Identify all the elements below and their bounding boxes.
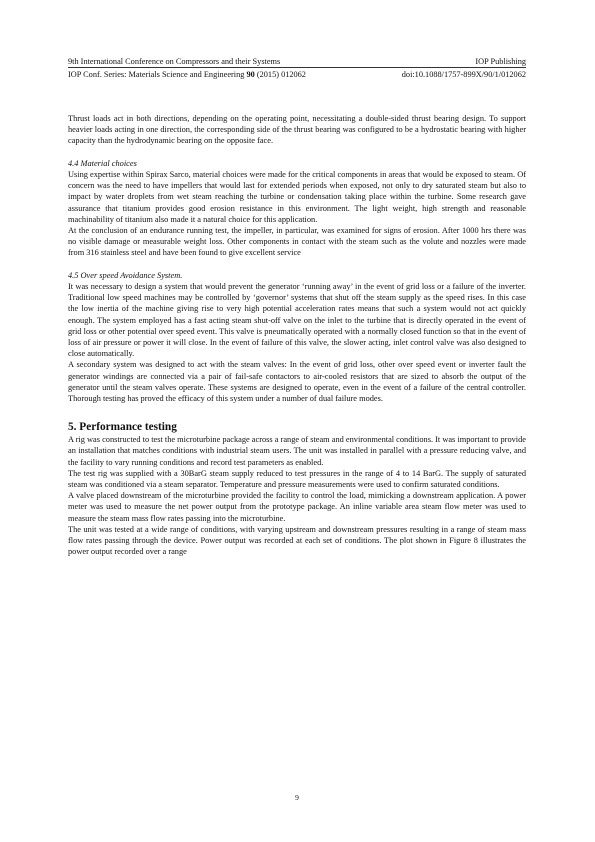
section-heading-performance: 5. Performance testing	[68, 421, 177, 434]
paper-page	[68, 0, 526, 842]
paragraph-performance-2: The test rig was supplied with a 30BarG steam supply reduced to test pressures in the range of 4 to 14 BarG. The supply of saturated steam was conditioned via a steam separator. Temperature and pressure measurements were used to confirm saturated conditions.	[68, 468, 526, 490]
paragraph-overspeed-1: It was necessary to design a system that would prevent the generator ‘running away’ in the event of grid loss or a failure of the inverter. Traditional low speed machines may be controlled by ‘governor’ systems that shut off the steam supply as the speed rises. In this case the low inertia of the machine giving rise to very high potential acceleration rates means that such a system would not act quickly enough. The system employed has a fast acting steam shut-off valve on the inlet to the turbine that is directly operated in the event of grid loss or other potential over speed event. This valve is pneumatically operated with a normally closed function so that in the event of loss of air pressure or power it will close. In the event of failure of this valve, the slower acting, inlet control valve was also designed to close automatically.	[68, 282, 526, 359]
header-rule	[68, 67, 526, 68]
page-number: 9	[295, 793, 299, 802]
series-year-article: (2015) 012062	[254, 70, 306, 79]
conference-name: 9th International Conference on Compressors and their Systems	[68, 57, 281, 66]
paragraph-material-1: Using expertise within Spirax Sarco, material choices were made for the critical components in areas that would be exposed to steam. Of concern was the need to have impellers that would last for extended periods when exposed, not only to dry saturated steam but also to impact by water droplets from wet steam reaching the turbine or condensation taking place within the turbine. Some research gave assurance that titanium provides good erosion resistance in this environment. The light weight, high strength and reasonable machinability of titanium also made it a natural choice for this application.	[68, 170, 526, 224]
doi-link[interactable]: doi:10.1088/1757-899X/90/1/012062	[401, 70, 526, 79]
volume-number: 90	[246, 70, 255, 79]
citation-line	[68, 69, 526, 81]
paragraph-performance-4: The unit was tested at a wide range of conditions, with varying upstream and downstream pressures resulting in a range of steam mass flow rates passing through the device. Power output was recorded at each set of conditions. The plot shown in Figure 8 illustrates the power output recorded over a range	[68, 524, 526, 557]
publisher-name: IOP Publishing	[475, 57, 526, 66]
series-citation	[68, 69, 306, 81]
paragraph-overspeed-2: A secondary system was designed to act with the steam valves: In the event of grid loss, other over speed event or inverter fault the generator windings are connected via a pair of fail-safe contactors to air-cooled resistors that are sized to absorb the output of the generator until the steam valves operate. These systems are designed to operate, even in the event of a failure of the central controller. Thorough testing has proved the efficacy of this system under a number of dual failure modes.	[68, 360, 526, 404]
section-heading-overspeed: 4.5 Over speed Avoidance System.	[68, 270, 183, 280]
paragraph-performance-1: A rig was constructed to test the microturbine package across a range of steam and environmental conditions. It was important to provide an installation that matches conditions with industrial steam users. The unit was installed in parallel with a pressure reducing valve, and the facility to vary running conditions and record test parameters as enabled.	[68, 435, 526, 467]
main-text	[68, 113, 526, 557]
section-heading-material: 4.4 Material choices	[68, 158, 137, 168]
paragraph-performance-3: A valve placed downstream of the microturbine provided the facility to control the load, mimicking a downstream application. A power meter was used to measure the net power output from the prototype package. An inline variable area steam flow meter was used to measure the steam mass flow rates passing into the microturbine.	[68, 491, 526, 523]
series-name: IOP Conf. Series: Materials Science and Engineering	[68, 70, 247, 79]
paragraph-thrust: Thrust loads act in both directions, depending on the operating point, necessitating a double-sided thrust bearing design. To support heavier loads acting in one direction, the corresponding side of the thrust bearing was configured to be a hydrostatic bearing with higher capacity than the hydrodynamic bearing on the opposite face.	[68, 114, 526, 146]
paragraph-material-2: At the conclusion of an endurance running test, the impeller, in particular, was examined for signs of erosion. After 1000 hrs there was no visible damage or measurable weight loss. Other components in contact with the steam such as the volute and nozzles were made from 316 stainless steel and have been found to give excellent service	[68, 226, 526, 258]
